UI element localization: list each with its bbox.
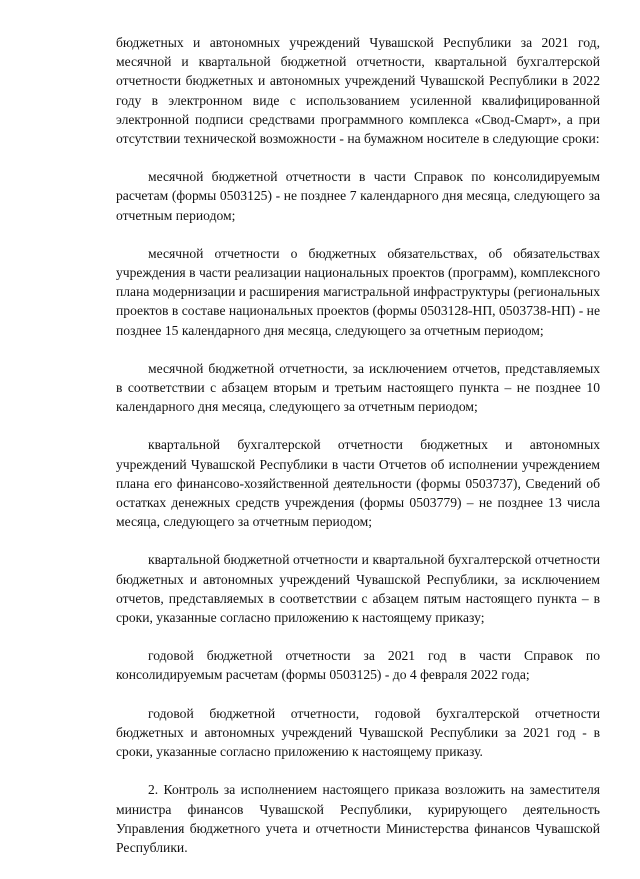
paragraph-monthly-obligations: месячной отчетности о бюджетных обязательствах, об обязательствах учреждения в части реализации национальных проектов (программ), комплексного плана модернизации и расширения магистральной инфраструктуры (региональных проектов в составе национальных проектов (формы 0503128-НП, 0503738-НП) - не позднее 15 календарного дня месяца, следующего за отчетным периодом;: [116, 245, 600, 338]
paragraph-monthly-consolidated: месячной бюджетной отчетности в части Справок по консолидируемым расчетам (формы 0503125) - не позднее 7 календарного дня месяца, следующего за отчетным периодом;: [116, 169, 600, 223]
paragraph-intro: бюджетных и автономных учреждений Чувашской Республики за 2021 год, месячной и квартальной бюджетной отчетности, квартальной бухгалтерской отчетности бюджетных и автономных учреждений Чувашской Республики в 2022 году в электронном виде с использованием усиленной квалифицированной электронной подписи средствами программного комплекса «Свод-Смарт», а при отсутствии технической возможности - на бумажном носителе в следующие сроки:: [116, 35, 600, 147]
paragraph-quarterly-accounting: квартальной бухгалтерской отчетности бюджетных и автономных учреждений Чувашской Республики в части Отчетов об исполнении учреждением плана его финансово-хозяйственной деятельности (формы 0503737), Сведений об остатках денежных средств учреждения (формы 0503779) – не позднее 13 числа месяца, следующего за отчетным периодом;: [116, 437, 600, 530]
paragraph-quarterly-budget: квартальной бюджетной отчетности и квартальной бухгалтерской отчетности бюджетных и автономных учреждений Чувашской Республики, за исключением отчетов, представляемых в соответствии с абзацем пятым настоящего пункта – в сроки, указанные согласно приложению к настоящему приказу;: [116, 552, 600, 626]
paragraph-annual-consolidated: годовой бюджетной отчетности за 2021 год в части Справок по консолидируемым расчетам (формы 0503125) - до 4 февраля 2022 года;: [116, 648, 600, 683]
paragraph-control-clause: 2. Контроль за исполнением настоящего приказа возложить на заместителя министра финансов Чувашской Республики, курирующего деятельность Управления бюджетного учета и отчетности Министерства финансов Чувашской Республики.: [116, 782, 600, 855]
paragraph-annual-reporting: годовой бюджетной отчетности, годовой бухгалтерской отчетности бюджетных и автономных учреждений Чувашской Республики за 2021 год - в сроки, указанные согласно приложению к настоящему приказу.: [116, 705, 600, 760]
paragraph-monthly-other: месячной бюджетной отчетности, за исключением отчетов, представляемых в соответствии с абзацем вторым и третьим настоящего пункта – не позднее 10 календарного дня месяца, следующего за отчетным периодом;: [116, 360, 600, 415]
